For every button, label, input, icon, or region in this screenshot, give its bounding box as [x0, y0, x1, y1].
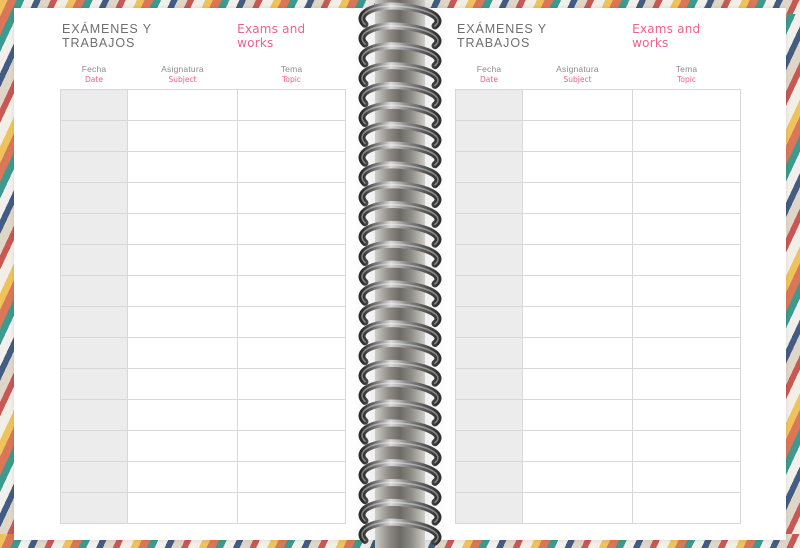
cell-subject[interactable] — [128, 462, 238, 493]
table-row — [456, 276, 741, 307]
right-table-body — [456, 90, 741, 524]
cell-subject[interactable] — [128, 214, 238, 245]
table-row — [61, 214, 346, 245]
table-row — [61, 369, 346, 400]
cell-topic[interactable] — [238, 400, 346, 431]
left-page-content — [60, 22, 345, 526]
left-column-date-es: Fecha — [81, 64, 107, 74]
table-row — [456, 462, 741, 493]
cell-date[interactable] — [61, 493, 128, 524]
left-title-english: Exams and works — [237, 22, 306, 50]
cell-subject[interactable] — [523, 245, 633, 276]
cell-topic[interactable] — [633, 338, 741, 369]
cell-topic[interactable] — [238, 338, 346, 369]
table-row — [61, 462, 346, 493]
cell-topic[interactable] — [238, 183, 346, 214]
cell-date[interactable] — [456, 121, 523, 152]
cell-topic[interactable] — [238, 462, 346, 493]
table-row — [61, 307, 346, 338]
cell-date[interactable] — [61, 90, 128, 121]
right-page-content — [455, 22, 740, 526]
cell-subject[interactable] — [523, 152, 633, 183]
cell-subject[interactable] — [523, 338, 633, 369]
left-table-header-row — [61, 64, 346, 90]
left-table-body — [61, 90, 346, 524]
cell-topic[interactable] — [633, 121, 741, 152]
cell-topic[interactable] — [633, 152, 741, 183]
cell-subject[interactable] — [523, 307, 633, 338]
cell-subject[interactable] — [523, 276, 633, 307]
cell-date[interactable] — [456, 90, 523, 121]
cell-date[interactable] — [61, 152, 128, 183]
cell-subject[interactable] — [523, 90, 633, 121]
left-column-subject-en: Subject — [168, 75, 197, 84]
table-row — [61, 338, 346, 369]
cell-topic[interactable] — [633, 90, 741, 121]
right-column-subject-en: Subject — [563, 75, 592, 84]
cell-date[interactable] — [456, 431, 523, 462]
cell-topic[interactable] — [633, 431, 741, 462]
cell-topic[interactable] — [238, 245, 346, 276]
right-title-spanish: EXÁMENES Y TRABAJOS — [457, 22, 547, 50]
right-table-header-row — [456, 64, 741, 90]
cell-topic[interactable] — [238, 152, 346, 183]
cell-date[interactable] — [61, 338, 128, 369]
table-row — [61, 121, 346, 152]
table-row — [456, 152, 741, 183]
cell-subject[interactable] — [128, 493, 238, 524]
left-page-title — [60, 22, 345, 50]
cell-subject[interactable] — [128, 90, 238, 121]
cell-date[interactable] — [61, 307, 128, 338]
cell-topic[interactable] — [238, 121, 346, 152]
cell-date[interactable] — [61, 245, 128, 276]
cell-date[interactable] — [456, 152, 523, 183]
right-column-topic-es: Tema — [675, 64, 698, 74]
cell-subject[interactable] — [128, 400, 238, 431]
cell-date[interactable] — [61, 121, 128, 152]
table-row — [61, 183, 346, 214]
cell-subject[interactable] — [128, 431, 238, 462]
cell-subject[interactable] — [523, 400, 633, 431]
cell-date[interactable] — [61, 276, 128, 307]
table-row — [456, 90, 741, 121]
cell-topic[interactable] — [633, 183, 741, 214]
cell-subject[interactable] — [523, 369, 633, 400]
cell-subject[interactable] — [128, 338, 238, 369]
cell-topic[interactable] — [633, 400, 741, 431]
cell-subject[interactable] — [128, 369, 238, 400]
cell-subject[interactable] — [128, 152, 238, 183]
cell-subject[interactable] — [128, 245, 238, 276]
cell-date[interactable] — [456, 369, 523, 400]
left-column-subject-es: Asignatura — [161, 64, 204, 74]
cell-subject[interactable] — [523, 462, 633, 493]
table-row — [456, 369, 741, 400]
table-row — [61, 400, 346, 431]
cell-subject[interactable] — [523, 214, 633, 245]
cell-date[interactable] — [61, 400, 128, 431]
right-column-date — [456, 64, 523, 90]
cell-subject[interactable] — [523, 183, 633, 214]
cell-topic[interactable] — [633, 369, 741, 400]
right-column-date-en: Date — [480, 75, 498, 84]
cell-subject[interactable] — [128, 307, 238, 338]
cell-date[interactable] — [61, 214, 128, 245]
cell-topic[interactable] — [238, 276, 346, 307]
cell-date[interactable] — [456, 245, 523, 276]
table-row — [456, 493, 741, 524]
cell-date[interactable] — [61, 369, 128, 400]
cell-topic[interactable] — [633, 245, 741, 276]
table-row — [456, 307, 741, 338]
table-row — [61, 152, 346, 183]
cell-subject[interactable] — [523, 493, 633, 524]
cell-subject[interactable] — [128, 276, 238, 307]
right-column-topic-en: Topic — [677, 75, 696, 84]
left-column-date-en: Date — [85, 75, 103, 84]
cell-subject[interactable] — [128, 121, 238, 152]
right-column-subject — [523, 64, 633, 90]
cell-topic[interactable] — [238, 90, 346, 121]
cell-topic[interactable] — [633, 214, 741, 245]
cell-subject[interactable] — [523, 121, 633, 152]
cell-topic[interactable] — [633, 307, 741, 338]
right-column-topic — [633, 64, 741, 90]
cell-date[interactable] — [456, 307, 523, 338]
table-row — [456, 245, 741, 276]
cell-topic[interactable] — [238, 431, 346, 462]
cell-topic[interactable] — [238, 307, 346, 338]
spiral-binding — [345, 0, 455, 548]
cell-date[interactable] — [456, 493, 523, 524]
left-column-topic-en: Topic — [282, 75, 301, 84]
left-column-subject — [128, 64, 238, 90]
table-row — [61, 493, 346, 524]
cell-topic[interactable] — [633, 276, 741, 307]
cell-date[interactable] — [456, 400, 523, 431]
cell-date[interactable] — [456, 462, 523, 493]
table-row — [456, 183, 741, 214]
cell-date[interactable] — [61, 462, 128, 493]
right-column-date-es: Fecha — [476, 64, 502, 74]
left-title-spanish: EXÁMENES Y TRABAJOS — [62, 22, 152, 50]
table-row — [61, 90, 346, 121]
table-row — [61, 431, 346, 462]
left-column-topic — [238, 64, 346, 90]
cell-date[interactable] — [456, 183, 523, 214]
cell-subject[interactable] — [128, 183, 238, 214]
left-column-date — [61, 64, 128, 90]
cell-date[interactable] — [456, 214, 523, 245]
cell-topic[interactable] — [633, 462, 741, 493]
cell-date[interactable] — [456, 338, 523, 369]
right-exams-table — [455, 64, 741, 524]
table-row — [456, 338, 741, 369]
cell-topic[interactable] — [238, 493, 346, 524]
right-page — [400, 0, 800, 548]
cell-topic[interactable] — [238, 214, 346, 245]
cell-date[interactable] — [61, 183, 128, 214]
right-column-subject-es: Asignatura — [556, 64, 599, 74]
table-row — [456, 400, 741, 431]
right-title-english: Exams and works — [632, 22, 701, 50]
cell-topic[interactable] — [238, 369, 346, 400]
cell-topic[interactable] — [633, 493, 741, 524]
table-row — [61, 245, 346, 276]
table-row — [456, 214, 741, 245]
left-exams-table — [60, 64, 346, 524]
table-row — [61, 276, 346, 307]
cell-subject[interactable] — [523, 431, 633, 462]
cell-date[interactable] — [456, 276, 523, 307]
table-row — [456, 121, 741, 152]
table-row — [456, 431, 741, 462]
left-column-topic-es: Tema — [280, 64, 303, 74]
right-page-title — [455, 22, 740, 50]
cell-date[interactable] — [61, 431, 128, 462]
